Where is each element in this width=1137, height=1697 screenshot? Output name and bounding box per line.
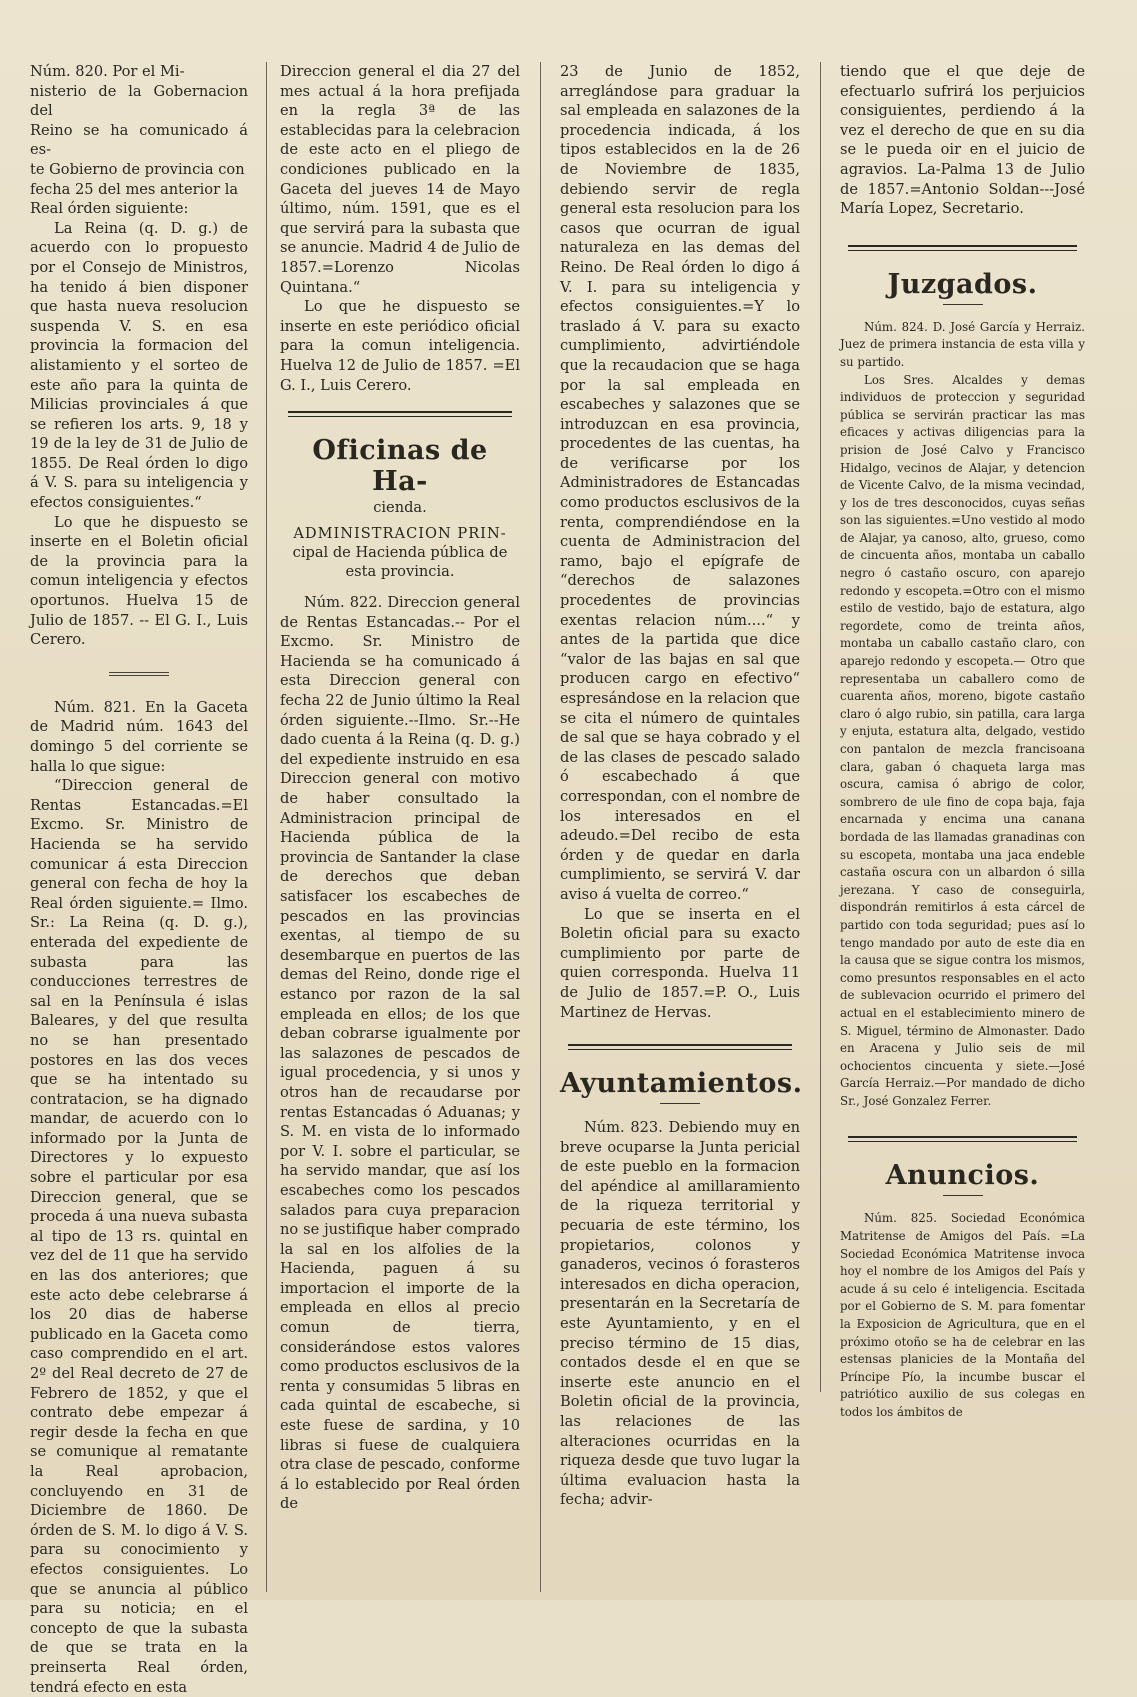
section-heading-ayuntamientos: Ayuntamientos.: [560, 1068, 803, 1100]
heading-rule: [660, 1103, 700, 1104]
section-separator: [848, 1136, 1077, 1142]
notice-822-closing: Lo que se inserta en el Boletin oficial para su exacto cumplimiento por parte de quien corresponda. Huelva 11 de Julio de 1857.=P. O., Luis Martinez de Hervas.: [560, 905, 800, 1021]
section-heading-juzgados: Juzgados.: [887, 268, 1038, 300]
subsection-heading: [280, 524, 520, 581]
notice-823-body: Núm. 823. Debiendo muy en breve ocuparse la Junta pericial de este pueblo en la formacion del apéndice al amillaramiento de la riqueza territorial y pecuaria de este término, los propietarios, colonos y ganaderos, vecinos ó forasteros interesados en dicha operacion, presentarán en la Secretaría de este Ayuntamiento, y en el preciso término de 15 dias, contados desde el en que se inserte este anuncio en el Boletin oficial de la provincia, las relaciones de las alteraciones ocurridas en la riqueza desde que tuvo lugar la última evaluacion hasta la fecha; advir-: [560, 1119, 800, 1509]
subsection-heading-caps: ADMINISTRACION PRIN-: [293, 525, 507, 543]
notice-825: [840, 1210, 1085, 1421]
notice-824: [840, 319, 1085, 1111]
notice-820-order: La Reina (q. D. g.) de acuerdo con lo propuesto por el Consejo de Ministros, ha tenido á bien disponer que hasta nueva resolucion suspenda V. S. en esa provincia la formacion del alistamiento y el sorteo de este año para la quinta de Milicias provinciales á que se refieren los arts. 9, 18 y 19 de la ley de 31 de Julio de 1855. De Real órden lo digo á V. S. para su inteligencia y efectos consiguientes.“: [30, 219, 248, 512]
section-heading-anuncios: Anuncios.: [885, 1160, 1040, 1192]
notice-820-line: nisterio de la Gobernacion del: [30, 82, 248, 120]
notice-823-continued: tiendo que el que deje de efectuarlo sufrirá los perjuicios consiguientes, perdiendo á la vez el derecho de que en su dia se le pueda oir en el juicio de agravios. La-Palma 13 de Julio de 1857.=Antonio Soldan---José María Lopez, Secretario.: [840, 63, 1085, 218]
notice-821-intro: Núm. 821. En la Gaceta de Madrid núm. 1643 del domingo 5 del corriente se halla lo que sigue:: [30, 698, 248, 775]
notice-821-continued: Direccion general el dia 27 del mes actual á la hora prefijada en la regla 3ª de las establecidas para la celebracion de este acto en el pliego de condiciones publicado en la Gaceta del jueves 14 de Mayo último, núm. 1591, que es el que servirá para la subasta que se anuncie. Madrid 4 de Julio de 1857.=Lorenzo Nicolas Quintana.“: [280, 63, 520, 296]
section-heading-oficinas: Oficinas de Ha-: [312, 435, 488, 498]
notice-821-closing: Lo que he dispuesto se inserte en este periódico oficial para la comun inteligencia. Huelva 12 de Julio de 1857. =El G. I., Luis Cerero.: [280, 298, 520, 394]
heading-rule: [943, 1195, 983, 1196]
notice-820-line: fecha 25 del mes anterior la: [30, 180, 239, 198]
notice-824-body: Los Sres. Alcaldes y demas individuos de proteccion y seguridad pública se servirán practicar las mas eficaces y activas diligencias para la prision de José Calvo y Francisco Hidalgo, vecinos de Alajar, y detencion de Vicente Calvo, de la misma vecindad, y los de tres desconocidos, cuyas señas son las siguientes.=Uno vestido al modo de Alajar, ya canoso, alto, grueso, como de cincuenta años, montaba un caballo negro ó castaño oscuro, con aparejo redondo y escopeta.=Otro con el mismo estilo de vestido, bajo de estatura, algo regordete, como de treinta años, montaba un caballo castaño claro, con aparejo redondo y escopeta.— Otro que representaba un caballero como de cuarenta años, moreno, bigote castaño claro ó algo rubio, sin patilla, cara larga y enjuta, estatura alta, delgado, vestido con pantalon de mezcla francisoana clara, gaban ó chaqueta larga mas oscura, camisa ó abrigo de color, sombrero de ule fino de copa baja, faja encarnada y encima una canana bordada de las llamadas granadinas con su escopeta, montaba una jaca endeble castaña oscura con un albardon ó silla jerezana. Y caso de conseguirla, dispondrán remitirlos á esta cárcel de partido con toda seguridad; pues así lo tengo mandado por auto de este dia en la causa que se sigue contra los mismos, como presuntos responsables en el acto de sublevacion ocurrido el primero del actual en el establecimiento minero de S. Miguel, término de Almonaster. Dado en Aracena y Julio seis de mil ochocientos cincuenta y siete.—José García Herraiz.—Por mandado de dicho Sr., José Gonzalez Ferrer.: [840, 372, 1085, 1108]
notice-824-title: Núm. 824. D. José García y Herraiz. Juez de primera instancia de esta villa y su partido.: [840, 319, 1085, 369]
heading-rule: [943, 304, 983, 305]
notice-820-line: Núm. 820. Por el Mi-: [30, 63, 185, 80]
notice-822-continued: 23 de Junio de 1852, arreglándose para graduar la sal empleada en salazones de la procedencia indicada, á los tipos establecidos en la de 26 de Noviembre de 1835, debiendo servir de regla general esta resolucion para los casos que ocurran de igual naturaleza en las demas del Reino. De Real órden lo digo á V. I. para su inteligencia y efectos consiguientes.=Y lo traslado á V. para su exacto cumplimiento, advirtiéndole que la recaudacion que se haga por la sal empleada en escabeches y salazones que se introduzcan en esa provincia, procedentes de las cuentas, ha de verificarse por los Administradores de Estancadas como productos esclusivos de la renta, comprendiéndose en la cuenta de Administracion del ramo, bajo el epígrafe de “derechos de salazones procedentes de provincias exentas relacion núm....“ y antes de la partida que dice “valor de las bajas en sal que producen cargo en efectivo“ espresándose en la relacion que se cita el número de quintales de sal que se haya cobrado y el de las clases de pescado salado ó escabechado á que correspondan, con el nombre de los interesados en el adeudo.=Del recibo de esta órden y de quedar en darla cumplimiento, se servirá V. dar aviso á vuelta de correo.“: [560, 63, 800, 903]
notice-825-body: Núm. 825. Sociedad Económica Matritense de Amigos del País. =La Sociedad Económica Matritense invoca hoy el nombre de los Amigos del País y acude á su celo é inteligencia. Escitada por el Gobierno de S. M. para fomentar la Exposicion de Agricultura, que en el próximo otoño se ha de celebrar en las estensas planicies de la Montaña del Príncipe Pío, la incumbe buscar el patriótico auxilio de sus colegas en todos los ámbitos de: [840, 1211, 1085, 1419]
section-separator: [109, 672, 169, 676]
column-2: [280, 62, 520, 1592]
column-1: [30, 62, 248, 1696]
notice-820-line: Real órden siguiente:: [30, 200, 189, 218]
notice-820-line: Reino se ha comunicado á es-: [30, 121, 248, 159]
column-4: [840, 62, 1085, 1592]
notice-821-body: “Direccion general de Rentas Estancadas.=El Excmo. Sr. Ministro de Hacienda se ha servido comunicar á esta Direccion general con fecha de hoy la Real órden siguiente.= Ilmo. Sr.: La Reina (q. D. g.), enterada del expediente de subasta para las conducciones terrestres de sal en la Península é islas Baleares, y del que resulta no se han presentado postores en las dos veces que se ha intentado su contratacion, se ha dignado mandar, de acuerdo con lo informado por la Junta de Directores y lo expuesto sobre el particular por esa Direccion general, que se proceda á una nueva subasta al tipo de 13 rs. quintal en vez del de 11 que ha servido en las dos anteriores; que este acto debe celebrarse á los 20 dias de haberse publicado en la Gaceta como caso comprendido en el art. 2º del Real decreto de 27 de Febrero de 1852, y que el contrato debe empezar á regir desde la fecha en que se comunique al rematante la Real aprobacion, concluyendo en 31 de Diciembre de 1860. De órden de S. M. lo digo á V. S. para su conocimiento y efectos consiguientes. Lo que se anuncia al público para su noticia; en el concepto de que la subasta de que se trata en la preinserta Real órden, tendrá efecto en esta: [30, 777, 248, 1696]
section-heading-tail: cienda.: [373, 499, 427, 517]
notice-820-line: te Gobierno de provincia con: [30, 160, 245, 178]
notice-822-body: Núm. 822. Direccion general de Rentas Estancadas.-- Por el Excmo. Sr. Ministro de Hacienda se ha comunicado á esta Direccion general con fecha 22 de Junio último la Real órden siguiente.--Ilmo. Sr.--He dado cuenta á la Reina (q. D. g.) del expediente instruido en esa Direccion general con motivo de haber consultado la Administracion principal de Hacienda pública de la provincia de Santander la clase de derechos que deban satisfacer los escabeches de pescados en las provincias exentas, al tiempo de su desembarque en puertos de las demas del Reino, donde rige el estanco por razon de la sal empleada en ellos; de los que deban cobrarse igualmente por las salazones de pescados de igual procedencia, y si unos y otros han de recaudarse por rentas Estancadas ó Aduanas; y S. M. en vista de lo informado por V. I. sobre el particular, se ha servido mandar, que así los escabeches como los pescados salados para cuya preparacion no se justifique haber comprado la sal en los alfolies de la Hacienda, paguen á su importacion el importe de la empleada en ellos al precio comun de tierra, considerándose estos valores como productos esclusivos de la renta y consumidas 5 libras en cada quintal de escabeche, si este fuese de sardina, y 10 libras si fuese de cualquiera otra clase de pescado, conforme á lo establecido por Real órden de: [280, 594, 520, 1513]
section-separator: [288, 411, 512, 417]
section-separator: [848, 245, 1077, 251]
section-separator: [568, 1044, 792, 1050]
notice-820-closing: Lo que he dispuesto se inserte en el Boletin oficial de la provincia para la comun inteligencia y efectos oportunos. Huelva 15 de Julio de 1857. -- El G. I., Luis Cerero.: [30, 513, 248, 649]
column-3: [560, 62, 803, 1592]
subsection-heading-rest: cipal de Hacienda pública de esta provincia.: [292, 544, 508, 581]
column-rule: [266, 62, 267, 1592]
column-rule: [540, 62, 541, 1592]
column-rule: [820, 62, 821, 1392]
